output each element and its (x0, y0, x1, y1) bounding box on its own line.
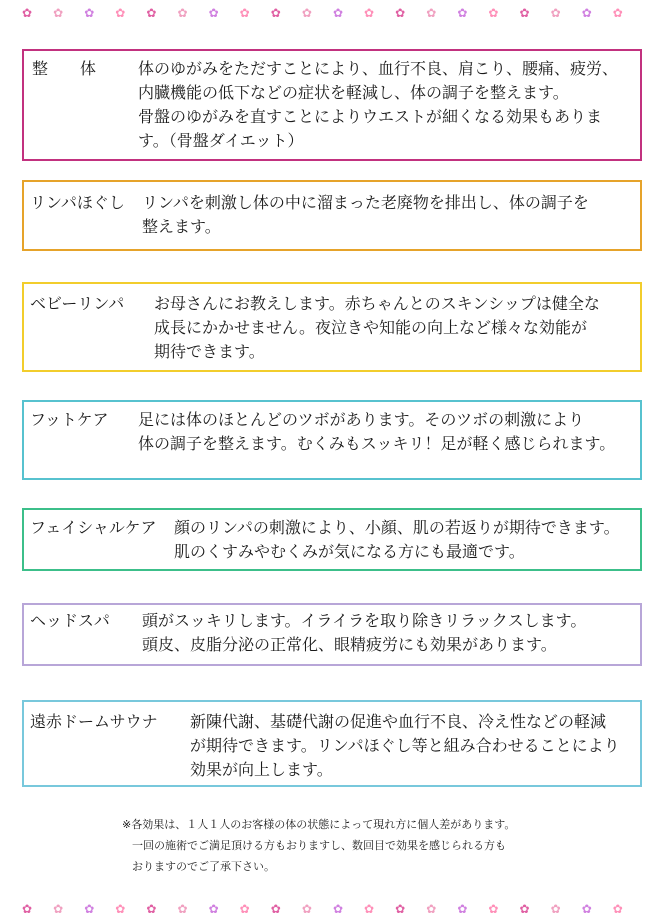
service-box-lymph (22, 180, 642, 251)
description-line: 顔のリンパの刺激により、小顔、肌の若返りが期待できます。 (174, 518, 620, 537)
flower-icon: ✿ (22, 902, 33, 916)
description-line: 内臓機能の低下などの症状を軽減し、体の調子を整えます。 (138, 83, 569, 102)
service-description (142, 191, 589, 239)
flower-icon: ✿ (519, 6, 530, 20)
flower-icon: ✿ (239, 6, 250, 20)
flower-icon: ✿ (332, 6, 343, 20)
service-box-foot-care (22, 400, 642, 480)
description-line: 足には体のほとんどのツボがあります。そのツボの刺激により (138, 410, 585, 429)
flower-icon: ✿ (84, 902, 95, 916)
flower-icon: ✿ (239, 902, 250, 916)
flower-icon: ✿ (519, 902, 530, 916)
flower-icon: ✿ (426, 902, 437, 916)
service-name: 遠赤ドームサウナ (30, 712, 158, 731)
flower-icon: ✿ (177, 902, 188, 916)
top-flower-border (0, 4, 645, 22)
service-name: ヘッドスパ (30, 611, 110, 630)
flower-icon: ✿ (457, 6, 468, 20)
flower-icon: ✿ (301, 6, 312, 20)
description-line: 頭がスッキリします。イライラを取り除きリラックスします。 (142, 611, 587, 630)
flower-icon: ✿ (146, 902, 157, 916)
service-name: フェイシャルケア (30, 518, 157, 537)
footnote-line-1: ※各効果は、１人１人のお客様の体の状態によって現れ方に個人差があります。 (122, 818, 516, 831)
service-name: ベビーリンパ (30, 294, 125, 313)
flower-icon: ✿ (270, 6, 281, 20)
service-description (174, 516, 620, 564)
flower-icon: ✿ (550, 6, 561, 20)
description-line: 骨盤のゆがみを直すことによりウエストが細くなる効果もありま (138, 107, 603, 126)
flower-icon: ✿ (208, 6, 219, 20)
service-name: 整 体 (32, 59, 97, 78)
flower-icon: ✿ (146, 6, 157, 20)
flower-icon: ✿ (208, 902, 219, 916)
flower-icon: ✿ (53, 6, 64, 20)
description-line: 新陳代謝、基礎代謝の促進や血行不良、冷え性などの軽減 (190, 712, 607, 731)
service-box-facial-care (22, 508, 642, 571)
description-line: お母さんにお教えします。赤ちゃんとのスキンシップは健全な (154, 294, 600, 313)
footnote-line-2: 一回の施術でご満足頂ける方もおりますし、数回目で効果を感じられる方も (132, 839, 506, 852)
service-description (154, 292, 600, 364)
description-line: 成長にかかせません。夜泣きや知能の向上など様々な効能が (154, 318, 587, 337)
service-box-seitai (22, 49, 642, 161)
flower-icon: ✿ (457, 902, 468, 916)
service-box-baby-lymph (22, 282, 642, 372)
description-line: 効果が向上します。 (190, 760, 333, 779)
flower-icon: ✿ (332, 902, 343, 916)
description-line: リンパを刺激し体の中に溜まった老廃物を排出し、体の調子を (142, 193, 589, 212)
footnote-line-3: おりますのでご了承下さい。 (132, 860, 275, 873)
flower-icon: ✿ (364, 902, 375, 916)
description-line: 整えます。 (142, 217, 221, 236)
service-description (190, 710, 620, 782)
flower-icon: ✿ (270, 902, 281, 916)
flower-icon: ✿ (612, 6, 623, 20)
flower-icon: ✿ (426, 6, 437, 20)
flower-icon: ✿ (488, 902, 499, 916)
flower-icon: ✿ (550, 902, 561, 916)
description-line: 肌のくすみやむくみが気になる方にも最適です。 (174, 542, 525, 561)
service-box-dome-sauna (22, 700, 642, 787)
flower-icon: ✿ (115, 6, 126, 20)
flower-icon: ✿ (395, 6, 406, 20)
service-name: リンパほぐし (30, 193, 125, 212)
description-line: 体のゆがみをただすことにより、血行不良、肩こり、腰痛、疲労、 (138, 59, 619, 78)
description-line: が期待できます。リンパほぐし等と組み合わせることにより (190, 736, 620, 755)
description-line: す。（骨盤ダイエット） (138, 131, 304, 150)
flower-icon: ✿ (53, 902, 64, 916)
service-name: フットケア (30, 410, 109, 429)
bottom-flower-border (0, 900, 645, 918)
flower-icon: ✿ (612, 902, 623, 916)
flower-icon: ✿ (115, 902, 126, 916)
flower-icon: ✿ (177, 6, 188, 20)
flower-icon: ✿ (395, 902, 406, 916)
flower-icon: ✿ (488, 6, 499, 20)
service-description (138, 408, 615, 456)
description-line: 体の調子を整えます。むくみもスッキリ！足が軽く感じられます。 (138, 434, 616, 453)
flower-icon: ✿ (84, 6, 95, 20)
service-description (142, 609, 586, 657)
flower-icon: ✿ (581, 902, 592, 916)
service-description (138, 57, 618, 153)
flower-icon: ✿ (301, 902, 312, 916)
flower-icon: ✿ (364, 6, 375, 20)
description-line: 期待できます。 (154, 342, 265, 361)
description-line: 頭皮、皮脂分泌の正常化、眼精疲労にも効果があります。 (142, 635, 557, 654)
service-box-head-spa (22, 603, 642, 666)
flower-icon: ✿ (22, 6, 33, 20)
flower-icon: ✿ (581, 6, 592, 20)
